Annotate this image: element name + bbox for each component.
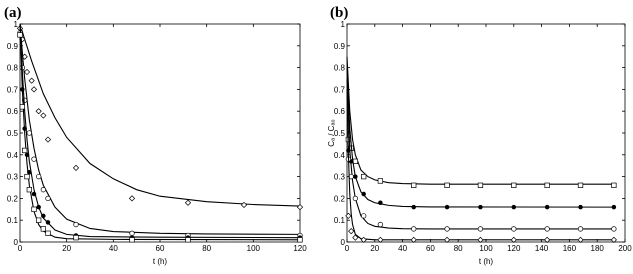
x-tick-label: 120 (507, 244, 521, 253)
y-tick-label: 0 (13, 238, 18, 247)
data-point-square (378, 179, 383, 184)
data-point-square (36, 218, 41, 223)
fit-curve (20, 24, 300, 238)
data-point-filled-circle (378, 201, 382, 205)
x-axis-label: t (h) (152, 257, 168, 266)
data-point-circle (46, 196, 51, 201)
data-point-filled-circle (32, 192, 36, 196)
data-point-diamond (24, 69, 29, 74)
data-point-diamond (29, 78, 34, 83)
x-tick-label: 160 (562, 244, 577, 253)
data-point-circle (353, 196, 358, 201)
data-point-square (478, 183, 483, 188)
data-point-square (411, 183, 416, 188)
data-point-square (512, 183, 517, 188)
data-point-circle (478, 227, 483, 232)
data-point-diamond (41, 113, 46, 118)
x-tick-label: 80 (453, 244, 463, 253)
y-tick-label: 0.1 (6, 216, 18, 226)
series-square (18, 24, 303, 242)
y-tick-label: 0.6 (333, 107, 345, 117)
data-point-square (186, 238, 191, 243)
data-point-filled-circle (362, 192, 366, 196)
series-square (346, 57, 616, 188)
x-tick-label: 20 (62, 244, 72, 253)
y-tick-label: 0.4 (6, 150, 18, 160)
data-point-diamond (45, 137, 50, 142)
data-point-square (361, 174, 366, 179)
data-point-diamond (297, 205, 302, 210)
x-tick-label: 40 (108, 244, 118, 253)
y-tick-label: 0.2 (6, 194, 18, 204)
data-point-filled-circle (37, 205, 41, 209)
plot-frame (347, 24, 625, 242)
y-tick-label: 0.8 (6, 63, 18, 73)
data-point-filled-circle (479, 205, 483, 209)
y-axis-label: Cₐ / Cₐ₀ (327, 119, 336, 147)
data-point-square (74, 235, 79, 240)
x-tick-label: 80 (202, 244, 212, 253)
data-point-circle (612, 227, 617, 232)
data-point-square (130, 238, 135, 243)
data-point-square (27, 187, 32, 192)
data-point-filled-circle (46, 220, 50, 224)
y-tick-label: 0.8 (333, 63, 345, 73)
data-point-square (353, 159, 358, 164)
data-point-square (46, 231, 51, 236)
data-point-circle (545, 227, 550, 232)
data-point-circle (445, 227, 450, 232)
x-tick-label: 140 (534, 244, 549, 253)
data-point-filled-circle (25, 153, 29, 157)
y-tick-label: 0.3 (333, 172, 345, 182)
x-tick-label: 100 (246, 244, 261, 253)
y-tick-label: 0.5 (6, 129, 18, 138)
data-point-square (578, 183, 583, 188)
y-tick-label: 0.7 (333, 85, 345, 95)
y-tick-label: 0.1 (333, 216, 345, 226)
data-point-circle (512, 227, 517, 232)
plot-frame (20, 24, 300, 242)
data-point-filled-circle (612, 205, 616, 209)
y-tick-label: 0.6 (6, 107, 18, 117)
series-circle (18, 24, 303, 238)
data-point-square (22, 148, 27, 153)
panel-a (4, 5, 307, 266)
y-tick-label: 0.4 (333, 150, 345, 160)
data-point-filled-circle (353, 175, 357, 179)
data-point-circle (27, 131, 32, 136)
data-point-filled-circle (512, 205, 516, 209)
x-tick-label: 60 (425, 244, 435, 253)
x-tick-label: 200 (618, 244, 632, 253)
data-point-circle (32, 157, 37, 162)
x-tick-label: 0 (17, 244, 23, 253)
data-point-square (445, 183, 450, 188)
fit-curve (20, 24, 300, 240)
fit-curve (20, 24, 300, 206)
y-tick-label: 1 (340, 20, 345, 29)
data-point-diamond (73, 165, 78, 170)
data-point-filled-circle (545, 205, 549, 209)
data-point-square (298, 238, 303, 243)
data-point-diamond (129, 196, 134, 201)
data-point-square (32, 207, 37, 212)
data-point-circle (411, 227, 416, 232)
data-point-circle (361, 214, 366, 219)
x-tick-label: 60 (155, 244, 165, 253)
y-tick-label: 1 (13, 20, 18, 29)
data-point-diamond (349, 229, 354, 234)
y-tick-label: 0.7 (6, 85, 18, 95)
data-point-filled-circle (445, 205, 449, 209)
y-tick-label: 0 (340, 238, 345, 247)
fit-curve (347, 89, 614, 239)
y-tick-label: 0.9 (333, 41, 345, 51)
data-point-circle (130, 231, 135, 236)
fit-curve (347, 57, 614, 185)
data-point-square (612, 183, 617, 188)
data-point-square (20, 105, 25, 110)
panel-label: (b) (330, 5, 349, 21)
x-tick-label: 0 (344, 244, 350, 253)
data-point-diamond (241, 202, 246, 207)
panel-label: (a) (4, 5, 22, 21)
y-tick-label: 0.9 (6, 41, 18, 51)
series-diamond (17, 24, 302, 210)
x-tick-label: 100 (479, 244, 493, 253)
data-point-filled-circle (579, 205, 583, 209)
data-point-circle (74, 222, 79, 227)
panel-b (327, 5, 632, 266)
data-point-circle (41, 187, 46, 192)
x-tick-label: 120 (293, 244, 307, 253)
series-filled-circle (18, 24, 302, 240)
data-point-circle (578, 227, 583, 232)
y-tick-label: 0.5 (333, 129, 345, 138)
data-point-square (545, 183, 550, 188)
data-point-diamond (346, 213, 351, 218)
data-point-square (18, 33, 23, 38)
data-point-diamond (36, 109, 41, 114)
data-point-square (25, 174, 30, 179)
data-point-circle (36, 174, 41, 179)
x-axis-label: t (h) (478, 257, 494, 266)
data-point-filled-circle (412, 205, 416, 209)
y-tick-label: 0.2 (333, 194, 345, 204)
y-tick-label: 0.3 (6, 172, 18, 182)
data-point-diamond (31, 87, 36, 92)
data-point-filled-circle (41, 214, 45, 218)
data-point-square (41, 227, 46, 232)
series-diamond (346, 89, 617, 242)
data-point-diamond (185, 200, 190, 205)
x-tick-label: 180 (590, 244, 604, 253)
x-tick-label: 40 (398, 244, 408, 253)
data-point-circle (378, 222, 383, 227)
x-tick-label: 20 (370, 244, 380, 253)
